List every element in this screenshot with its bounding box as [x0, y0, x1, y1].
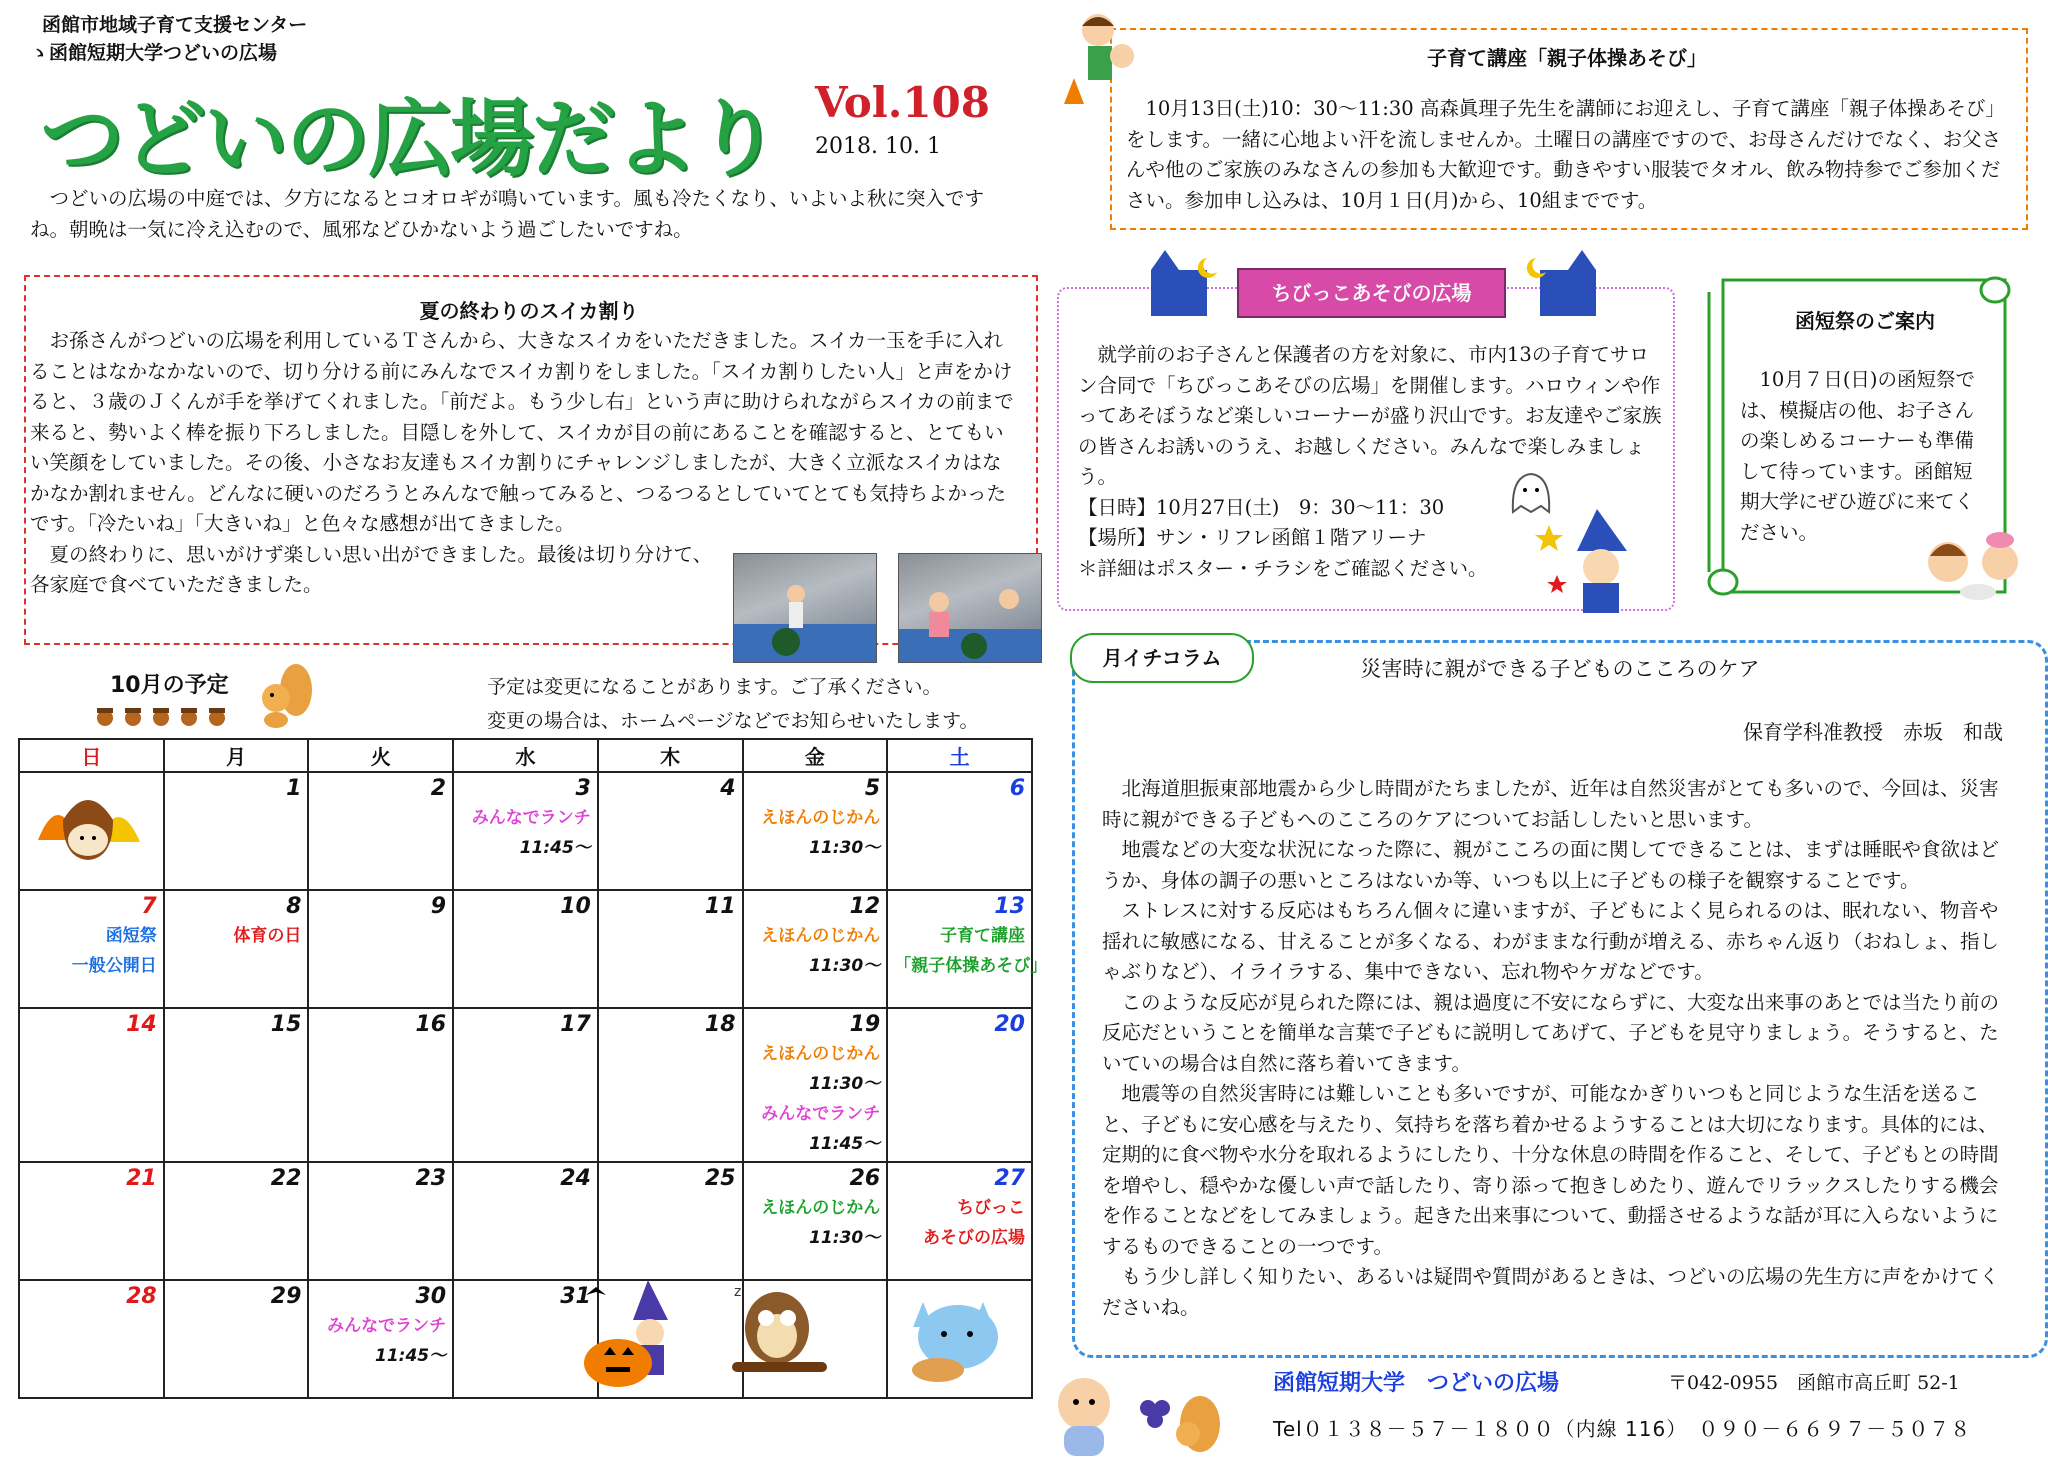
chestnut-friends-icon	[28, 780, 148, 876]
column-text	[1102, 774, 2005, 1323]
event-time: 11:30～	[809, 956, 881, 976]
event-label: 子育て講座	[940, 926, 1025, 946]
day-number: 3	[575, 776, 591, 801]
calendar-day-cell	[19, 1162, 164, 1280]
event-label: みんなでランチ	[327, 1316, 447, 1336]
kantansai-text	[1740, 365, 1985, 548]
svg-text:z: z	[734, 1284, 742, 1300]
day-number: 5	[864, 776, 881, 801]
october-calendar	[18, 738, 1048, 1399]
day-number: 14	[126, 1012, 157, 1037]
calendar-day-cell	[598, 890, 743, 1008]
suika-photo-2	[898, 553, 1042, 663]
event-label: ちびっこ	[957, 1198, 1025, 1218]
day-number: 2	[430, 776, 447, 801]
calendar-day-cell	[453, 772, 598, 890]
event-label: 一般公開日	[71, 956, 157, 976]
calendar-day-cell	[453, 1280, 598, 1398]
calendar-day-cell	[598, 1008, 743, 1162]
calendar-day-cell	[598, 1162, 743, 1280]
day-number: 7	[141, 894, 157, 919]
calendar-day-cell	[308, 890, 453, 1008]
day-number: 27	[994, 1166, 1025, 1191]
newsletter-title: つどいの広場だより	[40, 90, 779, 188]
column-paragraph: このような反応が見られた際には、親は過度に不安にならずに、大変な出来事のあとでは当たり前の反応だということを簡単な言葉で子どもに説明してあげて、子どもを見守りましょう。そうすると、たいていの場合は自然に落ち着いてきます。	[1102, 990, 2000, 1075]
chibikko-paragraph: 就学前のお子さんと保護者の方を対象に、市内13の子育てサロン合同で「ちびっこあそびの広場」を開催します。ハロウィンや作ってあそぼうなど楽しいコーナーが盛り沢山です。お友達やご家族の皆さんお誘いのうえ、お越しください。みんなで楽しみましょう。	[1078, 343, 1662, 488]
event-time: 11:45～	[374, 1346, 447, 1366]
day-number: 8	[286, 894, 302, 919]
day-number: 29	[270, 1284, 302, 1309]
calendar-day-cell	[308, 1280, 453, 1398]
suika-title: 夏の終わりのスイカ割り	[419, 299, 639, 323]
day-number: 12	[849, 894, 881, 919]
grapes-squirrel-icon	[1128, 1388, 1228, 1458]
calendar-week-row	[19, 772, 1032, 890]
schedule-note-1: 予定は変更になることがあります。ご了承ください。	[487, 676, 942, 698]
event-label: 函短祭	[105, 926, 157, 946]
event-label: あそびの広場	[923, 1228, 1025, 1248]
chibikko-place: 【場所】サン・リフレ函館１階アリーナ	[1078, 526, 1427, 549]
calendar-day-cell	[308, 1008, 453, 1162]
kantansai-title: 函短祭のご案内	[1795, 309, 1935, 333]
event-label: えほんのじかん	[761, 808, 881, 828]
calendar-day-cell	[308, 772, 453, 890]
volume-number: Vol.108	[815, 78, 990, 127]
calendar-day-cell	[164, 890, 309, 1008]
calendar-day-cell	[164, 1162, 309, 1280]
column-paragraph: 地震などの大変な状況になった際に、親がこころの面に関してできることは、まずは睡眠や食欲はどうか、身体の調子の悪いところはないか等、いつも以上に子どもの様子を観察することです。	[1102, 838, 2000, 892]
footer-name: 函館短期大学 つどいの広場	[1273, 1371, 1560, 1396]
calendar-day-cell	[453, 890, 598, 1008]
intro-paragraph: つどいの広場の中庭では、夕方になるとコオロギが鳴いています。風も冷たくなり、いよいよ秋に突入ですね。朝晩は一気に冷え込むので、風邪などひかないよう過ごしたいですね。	[30, 187, 984, 241]
acorn-row-icon	[95, 700, 245, 730]
calendar-day-cell	[19, 1008, 164, 1162]
kouza-title: 子育て講座「親子体操あそび」	[1427, 46, 1707, 70]
calendar-day-cell	[598, 772, 743, 890]
column-paragraph: 北海道胆振東部地震から少し時間がたちましたが、近年は自然災害がとても多いので、今回は、災害時に親ができる子どもへのこころのケアについてお話ししたいと思います。	[1102, 777, 1999, 831]
day-number: 30	[415, 1284, 447, 1309]
kids-animals-icon	[1918, 522, 2030, 602]
day-number: 16	[415, 1012, 447, 1037]
calendar-day-cell	[887, 1162, 1032, 1280]
calendar-week-row	[19, 1008, 1032, 1162]
photo-children-watermelon-icon	[899, 554, 1041, 662]
calendar-day-cell	[164, 1280, 309, 1398]
kantansai-paragraph: 10月７日(日)の函短祭では、模擬店の他、お子さんの楽しめるコーナーも準備して待っています。函館短期大学にぜひ遊びに来てください。	[1740, 368, 1976, 544]
calendar-day-cell	[887, 890, 1048, 1008]
calendar-week-row	[19, 890, 1032, 1008]
day-number: 13	[994, 894, 1025, 919]
halloween-pumpkin-witch-icon	[578, 1275, 688, 1391]
event-time: 11:30～	[809, 1228, 881, 1248]
cat-with-food-icon	[898, 1282, 1008, 1386]
calendar-week-row	[19, 1280, 1032, 1398]
event-time: 11:30～	[809, 838, 881, 858]
event-label: えほんのじかん	[761, 1198, 881, 1218]
intro-text	[30, 184, 1020, 245]
day-number: 9	[430, 894, 447, 919]
column-paragraph: 地震等の自然災害時には難しいことも多いですが、可能なかぎりいつもと同じような生活を送ること、子どもに安心感を与えたり、気持ちを落ち着かせるようすることは大切になります。具体的には、定期的に食べ物や水分を取れるようにしたり、十分な休息の時間を作ること、そして、子どもとの時間を増やし、穏やかな優しい声で話したり、寄り添って抱きしめたり、遊んでリラックスしたりする機会を作ることなどをしてみましょう。起きた出来事について、動揺させるような話が耳に入らないようにするものできることの一つです。	[1102, 1082, 1999, 1258]
calendar-day-cell	[743, 1162, 888, 1280]
footer-address: 〒042-0955 函館市高丘町 52-1	[1668, 1372, 1960, 1394]
calendar-day-cell	[19, 1280, 164, 1398]
chibikko-note: ＊詳細はポスター・チラシをご確認ください。	[1078, 556, 1488, 580]
day-number: 26	[849, 1166, 881, 1191]
column-paragraph: ストレスに対する反応はもちろん個々に違いますが、子どもによく見られるのは、眠れない、物音や揺れに敏感になる、甘えることが多くなる、わがままな行動が増える、赤ちゃん返り（おねしょ、指しゃぶりなど）、イライラする、集中できない、忘れ物やケガなどです。	[1102, 899, 2000, 983]
event-label: 体育の日	[233, 926, 302, 946]
day-number: 19	[849, 1012, 881, 1037]
column-tab: 月イチコラム	[1070, 633, 1254, 683]
event-label: えほんのじかん	[761, 1044, 881, 1064]
day-number: 24	[560, 1166, 591, 1191]
schedule-heading: 10月の予定	[110, 673, 229, 698]
event-label: 「親子体操あそび」	[894, 956, 1048, 976]
weekday-header: 土	[887, 739, 1032, 772]
wizard-child-stars-icon	[1535, 505, 1647, 617]
event-label: みんなでランチ	[471, 808, 591, 828]
day-number: 4	[720, 776, 736, 801]
day-number: 25	[704, 1166, 736, 1191]
calendar-day-cell	[743, 890, 888, 1008]
day-number: 31	[560, 1284, 591, 1309]
calendar-day-cell	[19, 890, 164, 1008]
footer-tel: Tel０１３８－５７－１８００（内線 116） ０９０－６６９７－５０７８	[1273, 1417, 1972, 1441]
suika-photo-1	[733, 553, 877, 663]
day-number: 11	[704, 894, 736, 919]
calendar-day-cell	[743, 772, 888, 890]
calendar-day-cell	[453, 1162, 598, 1280]
chibikko-date: 【日時】10月27日(土) 9：30～11：30	[1078, 495, 1445, 519]
calendar-day-cell	[308, 1162, 453, 1280]
column-author: 保育学科准教授 赤坂 和哉	[1743, 720, 2003, 744]
calendar-day-cell	[164, 1008, 309, 1162]
day-number: 6	[1009, 776, 1025, 801]
calendar-day-cell	[887, 1008, 1032, 1162]
schedule-note-2: 変更の場合は、ホームページなどでお知らせいたします。	[487, 710, 979, 732]
squirrel-icon	[252, 660, 314, 732]
day-number: 17	[560, 1012, 591, 1037]
weekday-header: 月	[164, 739, 309, 772]
leaf-icon: ゝ	[30, 42, 50, 64]
weekday-header: 金	[743, 739, 888, 772]
event-time: 11:30～	[809, 1074, 881, 1094]
event-time: 11:45～	[809, 1134, 881, 1154]
weekday-header: 水	[453, 739, 598, 772]
day-number: 15	[270, 1012, 302, 1037]
weekday-header: 火	[308, 739, 453, 772]
suika-paragraph-1: お孫さんがつどいの広場を利用しているＴさんから、大きなスイカをいただきました。スイカ一玉を手に入れることはなかなかないので、切り分ける前にみんなでスイカ割りをしました。「スイカ割りしたい人」と声をかけると、３歳のＪくんが手を挙げてくれました。「前だよ。もう少し右」という声に助けられながらスイカの前まで来ると、勢いよく棒を振り下ろしました。目隠しを外して、スイカが目の前にあることを確認すると、とてもいい笑顔をしていました。その後、小さなお友達もスイカ割りにチャレンジしましたが、大きく立派なスイカはなかなか割れません。どんなに硬いのだろうとみんなで触ってみると、つるつるとしていてとても気持ちよかったです。「冷たいね」「大きいね」と色々な感想が出てきました。	[30, 329, 1014, 535]
org-name-line2-text: 函館短期大学つどいの広場	[49, 42, 278, 64]
event-label: えほんのじかん	[761, 926, 881, 946]
kouza-text	[1126, 94, 2011, 216]
day-number: 20	[994, 1012, 1025, 1037]
org-name-line1: 函館市地域子育て支援センター	[42, 14, 308, 36]
org-name-line2	[30, 38, 277, 65]
calendar-day-cell	[453, 1008, 598, 1162]
day-number: 1	[286, 776, 302, 801]
day-number: 10	[560, 894, 591, 919]
issue-date: 2018. 10. 1	[815, 134, 941, 159]
photo-watermelon-child-icon	[734, 554, 876, 662]
event-time: 11:45～	[519, 838, 591, 858]
column-title: 災害時に親ができる子どものこころのケア	[1360, 657, 1760, 681]
day-number: 18	[704, 1012, 736, 1037]
day-number: 23	[415, 1166, 447, 1191]
calendar-day-cell	[743, 1008, 888, 1162]
day-number: 22	[270, 1166, 302, 1191]
column-paragraph: もう少し詳しく知りたい、あるいは疑問や質問があるときは、つどいの広場の先生方に声をかけてくださいね。	[1102, 1265, 2000, 1319]
night-castle-left-icon	[1145, 248, 1225, 318]
day-number: 21	[126, 1166, 157, 1191]
chibikko-title: ちびっこあそびの広場	[1237, 268, 1506, 318]
owl-on-branch-icon	[722, 1278, 832, 1386]
weekday-header: 木	[598, 739, 743, 772]
suika-paragraph-2: 夏の終わりに、思いがけず楽しい思い出ができました。最後は切り分けて、各家庭で食べていただきました。	[30, 542, 713, 596]
night-castle-right-icon	[1522, 248, 1602, 318]
kouza-paragraph: 10月13日(土)10：30～11:30 高森眞理子先生を講師にお迎えし、子育て講座「親子体操あそび」をします。一緒に心地よい汗を流しませんか。土曜日の講座ですので、お母さんだけでなく、お父さんや他のご家族のみなさんの参加も大歓迎です。動きやすい服装でタオル、飲み物持参でご参加ください。参加申し込みは、10月１日(月)から、10組までです。	[1126, 97, 2005, 212]
weekday-header: 日	[19, 739, 164, 772]
calendar-day-cell	[887, 772, 1032, 890]
calendar-day-cell	[164, 772, 309, 890]
baby-icon	[1050, 1370, 1120, 1458]
calendar-weekday-row	[19, 739, 1032, 772]
event-label: みんなでランチ	[761, 1104, 881, 1124]
day-number: 28	[126, 1284, 157, 1309]
calendar-week-row	[19, 1162, 1032, 1280]
